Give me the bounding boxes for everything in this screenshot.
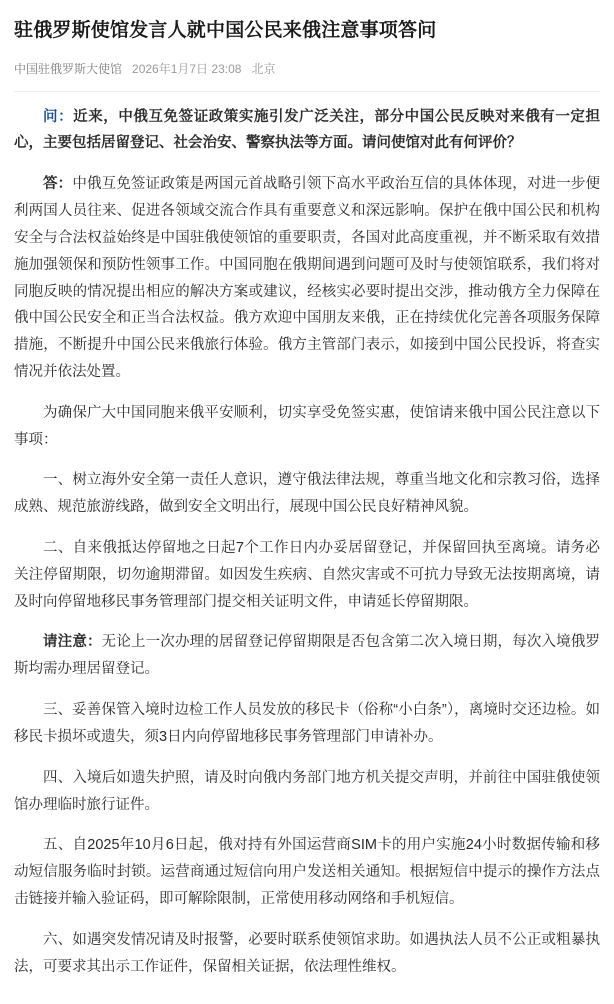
answer-lead: 答： <box>43 176 73 193</box>
list-item-4: 四、入境后如遗失护照，请及时向俄内务部门地方机关提交声明，并前往中国驻俄使领馆办理临时旅行证件。 <box>14 769 600 813</box>
list-item-5: 五、自2025年10月6日起，俄对持有外国运营商SIM卡的用户实施24小时数据传输和移动短信服务临时封锁。运营商通过短信向用户发送相关通知。根据短信中提示的操作方法点击链接并输入验证码，即可解除限制，正常使用移动网络和手机短信。 <box>14 837 600 907</box>
question-lead: 问： <box>43 108 74 125</box>
question-text: 近来，中俄互免签证政策实施引发广泛关注，部分中国公民反映对来俄有一定担心，主要包括居留登记、社会治安、警察执法等方面。请问使馆对此有何评价？ <box>14 108 600 152</box>
answer-text: 中俄互免签证政策是两国元首战略引领下高水平政治互信的具体体现，对进一步便利两国人员往来、促进各领域交流合作具有重要意义和深远影响。保护在俄中国公民和机构安全与合法权益始终是中国驻俄使领馆的重要职责，各国对此高度重视，并不断采取有效措施加强领保和预防性领事工作。中国同胞在俄期间遇到问题可及时与使领馆联系，我们将对同胞反映的情况提出相应的解决方案或建议，经核实必要时提出交涉，推动俄方全力保障在俄中国公民安全和正当合法权益。俄方欢迎中国朋友来俄，正在持续优化完善各项服务保障措施，不断提升中国公民来俄旅行体验。俄方主管部门表示，如接到中国公民投诉，将查实情况并依法处置。 <box>14 176 601 380</box>
page-title: 驻俄罗斯使馆发言人就中国公民来俄注意事项答问 <box>14 20 437 41</box>
question-paragraph <box>14 104 600 158</box>
note-text: 无论上一次办理的居留登记停留期限是否包含第二次入境日期，每次入境俄罗斯均需办理居留登记。 <box>14 634 601 678</box>
meta-datetime: 2026年1月7日 23:08 <box>132 61 242 76</box>
header-divider <box>14 91 600 92</box>
list-item-1: 一、树立海外安全第一责任人意识，遵守俄法律法规，尊重当地文化和宗教习俗，选择成熟、规范旅游线路，做到安全文明出行，展现中国公民良好精神风貌。 <box>14 472 600 516</box>
list-item-3: 三、妥善保管入境时边检工作人员发放的移民卡（俗称“小白条”），离境时交还边检。如移民卡损坏或遗失，须3日内向停留地移民事务管理部门申请补办。 <box>14 702 600 745</box>
note-lead: 请注意： <box>43 634 102 651</box>
meta-place: 北京 <box>251 61 276 76</box>
meta-source: 中国驻俄罗斯大使馆 <box>14 61 123 76</box>
intro-paragraph: 为确保广大中国同胞来俄平安顺利，切实享受免签实惠，使馆请来俄中国公民注意以下事项： <box>14 404 600 448</box>
article-body <box>14 104 600 981</box>
list-item-6: 六、如遇突发情况请及时报警，必要时联系使领馆求助。如遇执法人员不公正或粗暴执法，可要求其出示工作证件，保留相关证据，依法理性维权。 <box>14 931 600 975</box>
list-item-2: 二、自来俄抵达停留地之日起7个工作日内办妥居留登记，并保留回执至离境。请务必关注停留期限，切勿逾期滞留。如因发生疾病、自然灾害或不可抗力导致无法按期离境，请及时向停留地移民事务管理部门提交相关证明文件，申请延长停留期限。 <box>14 540 600 610</box>
article-meta <box>14 60 600 77</box>
answer-paragraph <box>14 171 600 386</box>
note-paragraph <box>14 629 600 683</box>
